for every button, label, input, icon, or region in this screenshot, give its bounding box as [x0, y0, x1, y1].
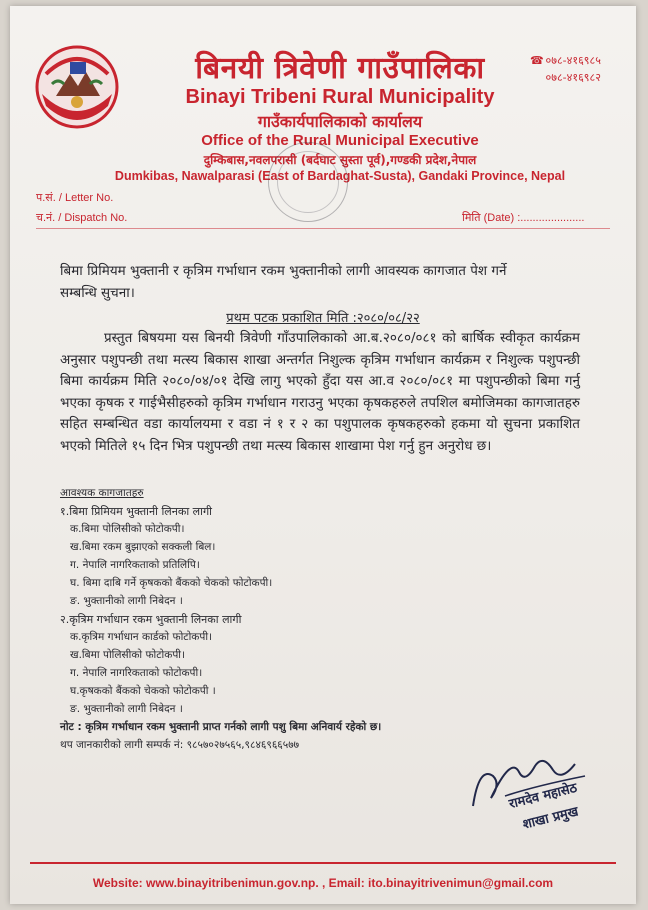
phone-number-1: ०७८-४१६९८५: [545, 54, 601, 67]
publication-date: प्रथम पटक प्रकाशित मिति :२०८०/०८/२२: [226, 311, 420, 326]
section-1-item: ख.बिमा रकम बुझाएको सक्कली बिल।: [70, 541, 216, 553]
letter-page: [10, 6, 636, 904]
address-english: Dumkibas, Nawalparasi (East of Bardaghat-Susta), Gandaki Province, Nepal: [114, 169, 566, 183]
section-2-title: २.कृत्रिम गर्भाधान रकम भुक्तानी लिनका लागी: [60, 613, 242, 626]
signatory-name: रामदेव महासेठ: [507, 780, 579, 813]
section-2-item: ख.बिमा पोलिसीको फोटोकपी।: [70, 649, 185, 661]
notice-paragraph: प्रस्तुत बिषयमा यस बिनयी त्रिवेणी गाँउपालिकाको आ.ब.२०८०/०८१ को बार्षिक स्वीकृत कार्यक्रम अनुसार पशुपन्छी तथा मत्स्य बिकास शाखा अन्तर्गत निशुल्क कृत्रिम गर्भाधान कार्यक्रम र निशुल्क पशुपन्छी बिमा कार्यक्रम मिति २०८०/०४/०१ देखि लागु भएको हुँदा यस आ.व २०८०/०८१ मा पशुपन्छीको बिमा गर्नु भएका कृषक र गाईभैसीहरुको कृत्रिम गर्भाधान गराउनु भएका कृषकहरुले तपशिल बमोजिमका कागजातहरु सहित सम्बन्धित वडा कार्यालयमा र वडा नं १ र २ का पशुपालक कृषकहरुको हकमा यो सुचना प्रकाशित भएको मितिले १५ दिन भित्र पशुपन्छी तथा मत्स्य बिकास शाखामा पेश गर्नु हुन अनुरोध छ।: [60, 330, 580, 454]
footer-divider: [30, 862, 616, 864]
dispatch-number-label: च.नं. / Dispatch No.: [36, 212, 128, 224]
letter-number-label: प.सं. / Letter No.: [36, 192, 114, 204]
section-1-item: ग. नेपालि नागरिकताको प्रतिलिपि।: [70, 559, 200, 571]
municipality-emblem-icon: [34, 44, 120, 130]
office-stamp: [268, 142, 348, 222]
subject-line-1: बिमा प्रिमियम भुक्तानी र कृत्रिम गर्भाधान रकम भुक्तानीको लागी आवस्यक कागजात पेश गर्ने: [60, 263, 507, 279]
subject-line-2: सम्बन्धि सुचना।: [60, 285, 135, 301]
contact-text: थप जानकारीको लागी सम्पर्क नं: ९८५७०२७५६५,९८४६९६६५७७: [60, 739, 300, 751]
phone-number-2: ०७८-४१६९८२: [545, 71, 601, 84]
section-1-item: ङ. भुक्तानीको लागी निबेदन ।: [70, 595, 183, 607]
signatory-title: शाखा प्रमुख: [521, 804, 580, 833]
footer-contact: Website: www.binayitribenimun.gov.np. , Email: ito.binayitrivenimun@gmail.com: [92, 876, 554, 890]
notice-subject: [60, 260, 580, 304]
section-1-item: क.बिमा पोलिसीको फोटोकपी।: [70, 523, 185, 535]
municipality-name-nepali: बिनयी त्रिवेणी गाउँपालिका: [195, 51, 485, 86]
section-1-item: घ. बिमा दाबि गर्ने कृषकको बैंकको चेकको फोटोकपी।: [70, 577, 273, 589]
section-2-item: ङ. भुक्तानीको लागी निबेदन ।: [70, 703, 183, 715]
address-nepali: दुम्किबास,नवलपरासी (बर्दघाट सुस्ता पूर्व),गण्डकी प्रदेश,नेपाल: [203, 153, 477, 167]
section-2-item: घ.कृषकको बैंकको चेकको फोटोकपी ।: [70, 685, 216, 697]
documents-heading: आवश्यक कागजातहरु: [60, 487, 144, 499]
date-label: मिति (Date) :.....................: [462, 212, 585, 224]
phone-numbers: [530, 52, 601, 86]
municipality-name-english: Binayi Tribeni Rural Municipality: [185, 86, 495, 108]
office-name-english: Office of the Rural Municipal Executive: [201, 132, 479, 149]
section-1-title: १.बिमा प्रिमियम भुक्तानी लिनका लागी: [60, 505, 213, 518]
office-name-nepali: गाउँकार्यपालिकाको कार्यालय: [257, 112, 423, 131]
telephone-icon: ☎: [530, 54, 544, 67]
section-2-item: क.कृत्रिम गर्भाधान कार्डको फोटोकपी।: [70, 631, 213, 643]
note-text: नोट : कृत्रिम गर्भाधान रकम भुक्तानी प्राप्त गर्नको लागी पशु बिमा अनिवार्य रहेको छ।: [60, 721, 382, 733]
section-2-item: ग. नेपालि नागरिकताको फोटोकपी।: [70, 667, 203, 679]
header-divider: [36, 228, 610, 229]
